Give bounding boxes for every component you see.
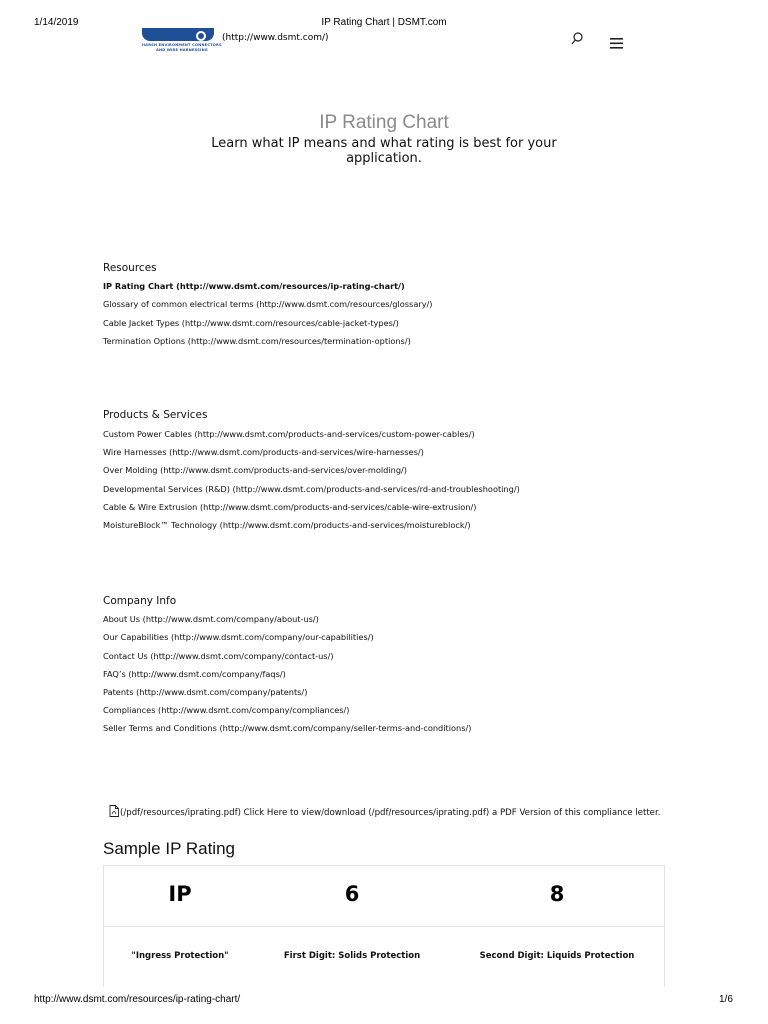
resource-link-cable-jacket-types[interactable]: Cable Jacket Types (http://www.dsmt.com/resources/cable-jacket-types/) xyxy=(103,318,399,328)
company-link-patents[interactable]: Patents (http://www.dsmt.com/company/patents/) xyxy=(103,687,308,697)
ip-code-letters: IP xyxy=(168,882,192,906)
ip-first-digit: 6 xyxy=(344,882,360,906)
table-divider xyxy=(104,926,664,927)
products-heading: Products & Services xyxy=(103,409,208,421)
company-link-faqs[interactable]: FAQ’s (http://www.dsmt.com/company/faqs/) xyxy=(103,669,286,679)
resource-link-termination-options[interactable]: Termination Options (http://www.dsmt.com/resources/termination-options/) xyxy=(103,336,411,346)
second-digit-caption: Second Digit: Liquids Protection xyxy=(479,951,635,961)
logo-tagline-1: HARSH ENVIRONMENT CONNECTORS xyxy=(142,43,222,47)
pdf-download-note[interactable] xyxy=(109,805,660,820)
ip-code-caption: "Ingress Protection" xyxy=(131,951,229,961)
site-logo[interactable] xyxy=(142,28,222,54)
logo-mark xyxy=(142,28,214,41)
product-link-cable-wire-extrusion[interactable]: Cable & Wire Extrusion (http://www.dsmt.com/products-and-services/cable-wire-extrusion/) xyxy=(103,502,477,512)
logo-tagline-2: AND WIRE HARNESSING xyxy=(156,48,208,52)
product-link-wire-harnesses[interactable]: Wire Harnesses (http://www.dsmt.com/products-and-services/wire-harnesses/) xyxy=(103,447,424,457)
print-page-number: 1/6 xyxy=(719,994,733,1005)
hamburger-menu-icon[interactable] xyxy=(610,34,624,45)
pdf-download-text[interactable]: (/pdf/resources/iprating.pdf) Click Here to view/download (/pdf/resources/iprating.pdf) a PDF Version of this compliance letter. xyxy=(120,808,661,818)
product-link-moistureblock[interactable]: MoistureBlock™ Technology (http://www.dsmt.com/products-and-services/moistureblock/) xyxy=(103,520,471,530)
company-link-capabilities[interactable]: Our Capabilities (http://www.dsmt.com/company/our-capabilities/) xyxy=(103,632,374,642)
ip-second-digit: 8 xyxy=(549,882,565,906)
sample-ip-rating-table xyxy=(103,865,665,987)
resource-link-ip-rating-chart[interactable]: IP Rating Chart (http://www.dsmt.com/resources/ip-rating-chart/) xyxy=(103,281,405,291)
resources-heading: Resources xyxy=(103,262,157,274)
sample-ip-rating-heading: Sample IP Rating xyxy=(103,839,235,858)
logo-link-url[interactable]: (http://www.dsmt.com/) xyxy=(222,33,329,43)
page-title: IP Rating Chart xyxy=(319,112,449,133)
product-link-developmental-services[interactable]: Developmental Services (R&D) (http://www.dsmt.com/products-and-services/rd-and-troubleshooting/) xyxy=(103,484,520,494)
first-digit-caption: First Digit: Solids Protection xyxy=(283,951,421,961)
product-link-over-molding[interactable]: Over Molding (http://www.dsmt.com/products-and-services/over-molding/) xyxy=(103,465,407,475)
company-heading: Company Info xyxy=(103,595,177,607)
product-link-custom-power-cables[interactable]: Custom Power Cables (http://www.dsmt.com/products-and-services/custom-power-cables/) xyxy=(103,429,475,439)
company-link-about-us[interactable]: About Us (http://www.dsmt.com/company/about-us/) xyxy=(103,614,319,624)
print-date: 1/14/2019 xyxy=(34,17,79,28)
company-link-contact-us[interactable]: Contact Us (http://www.dsmt.com/company/contact-us/) xyxy=(103,651,334,661)
pdf-file-icon[interactable] xyxy=(109,805,119,820)
company-link-compliances[interactable]: Compliances (http://www.dsmt.com/company/compliances/) xyxy=(103,705,350,715)
resource-link-glossary[interactable]: Glossary of common electrical terms (http://www.dsmt.com/resources/glossary/) xyxy=(103,299,433,309)
company-link-seller-terms[interactable]: Seller Terms and Conditions (http://www.dsmt.com/company/seller-terms-and-conditions/) xyxy=(103,723,472,733)
search-icon[interactable] xyxy=(568,30,586,48)
page-subtitle: Learn what IP means and what rating is best for your application. xyxy=(211,136,557,166)
print-footer-url: http://www.dsmt.com/resources/ip-rating-chart/ xyxy=(34,994,241,1005)
print-doc-title: IP Rating Chart | DSMT.com xyxy=(321,17,447,28)
